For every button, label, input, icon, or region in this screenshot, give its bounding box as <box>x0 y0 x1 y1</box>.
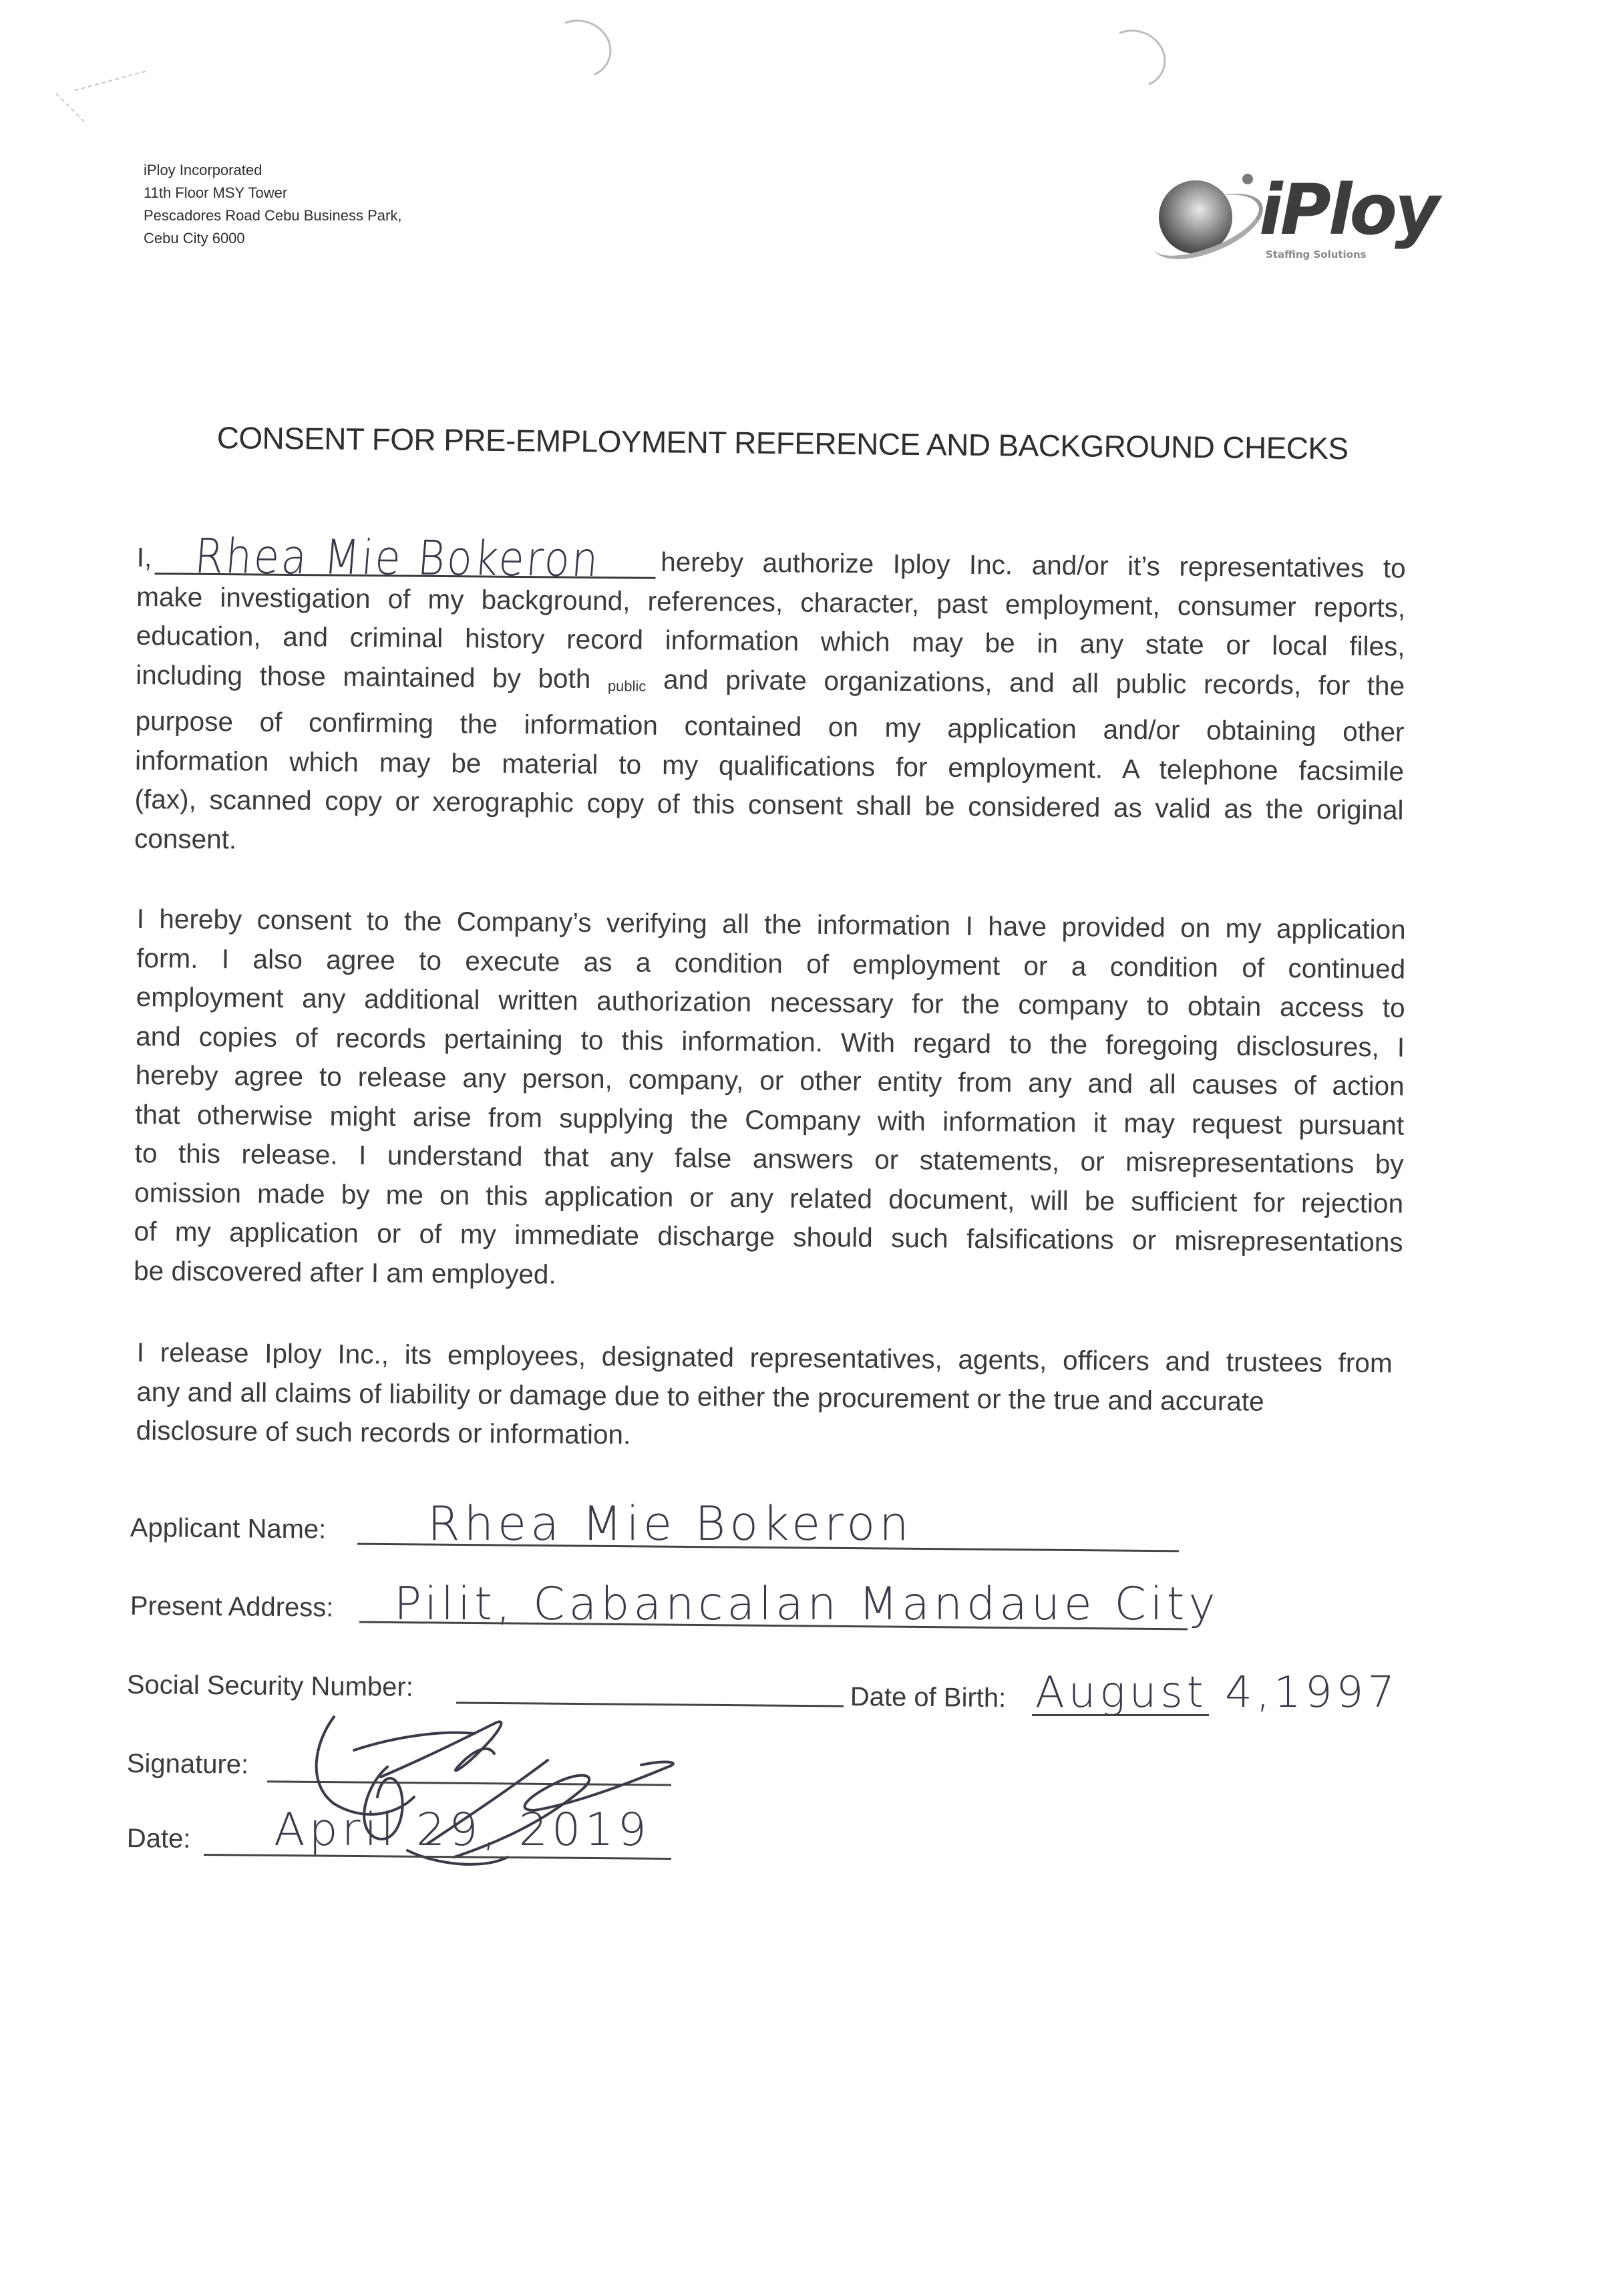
signature-field[interactable] <box>127 1749 249 1780</box>
address-line: iPloy Incorporated <box>144 162 262 178</box>
scan-mark <box>75 71 146 91</box>
paragraph-line: disclosure of such records or information. <box>136 1414 631 1450</box>
address-line: Pescadores Road Cebu Business Park, <box>144 207 402 224</box>
date-value[interactable]: April 29, 2019 <box>274 1804 651 1856</box>
paragraph-line: and copies of records pertaining to this information. With regard to the foregoing disclosures, I <box>136 1020 1405 1063</box>
iploy-logo <box>1149 167 1437 267</box>
line-text: including those maintained by both <box>136 659 591 694</box>
date-label: Date: <box>126 1824 191 1854</box>
line-text: and private organizations, and all public records, for the <box>663 663 1405 701</box>
scan-mark <box>1094 21 1174 97</box>
paragraph-line: information which may be material to my qualifications for employment. A telephone facsimile <box>134 744 1405 787</box>
document-title: CONSENT FOR PRE-EMPLOYMENT REFERENCE AND BACKGROUND CHECKS <box>216 420 1349 466</box>
paragraph-line: to this release. I understand that any false answers or statements, or misrepresentations by <box>134 1137 1404 1180</box>
logo-dot <box>1242 174 1253 184</box>
paragraph-line: that otherwise might arise from supplying the Company with information it may request pursuant <box>134 1098 1405 1141</box>
paragraph-line: make investigation of my background, references, character, past employment, consumer reports, <box>136 581 1406 623</box>
name-blank <box>154 528 655 588</box>
applicant-name-field[interactable] <box>130 1513 327 1545</box>
intro-text: I, <box>136 541 152 573</box>
logo-tagline: Staffing Solutions <box>1266 249 1367 261</box>
address-line: Cebu City 6000 <box>144 230 245 247</box>
applicant-name-value[interactable]: Rhea Mie Bokeron <box>427 1496 913 1551</box>
signature-label: Signature: <box>126 1749 249 1780</box>
paragraph-line: I release Iploy Inc., its employees, designated representatives, agents, officers and trustees from <box>136 1336 1393 1379</box>
paragraph-line <box>136 528 1406 588</box>
present-address-field[interactable] <box>130 1591 334 1623</box>
date-of-birth-field[interactable] <box>850 1682 1007 1713</box>
line-text: hereby authorize Iploy Inc. and/or it’s representatives to <box>661 546 1406 584</box>
applicant-name-label: Applicant Name: <box>130 1513 327 1544</box>
paragraph-line: (fax), scanned copy or xerographic copy of this consent shall be considered as valid as the original <box>134 783 1404 826</box>
scan-mark <box>55 93 85 122</box>
present-address-label: Present Address: <box>130 1591 334 1623</box>
address-line: 11th Floor MSY Tower <box>144 184 288 201</box>
date-of-birth-value[interactable]: August 4,1997 <box>1035 1668 1399 1717</box>
date-of-birth-label: Date of Birth: <box>850 1682 1007 1713</box>
small-word-public: public <box>607 677 647 695</box>
paragraph-line: consent. <box>134 822 237 854</box>
present-address-value[interactable]: Pilit, Cabancalan Mandaue City <box>394 1578 1220 1631</box>
logo-wordmark: iPloy <box>1259 169 1437 251</box>
ssn-label: Social Security Number: <box>126 1670 414 1702</box>
paragraph-line: purpose of confirming the information contained on my application and/or obtaining other <box>135 705 1405 748</box>
paragraph-consent <box>134 899 1406 1301</box>
paragraph-line: hereby agree to release any person, company, or other entity from any and all causes of action <box>135 1059 1405 1102</box>
paragraph-line: I hereby consent to the Company’s verifying all the information I have provided on my application <box>136 903 1406 945</box>
ssn-field[interactable] <box>127 1670 413 1703</box>
handwritten-name: Rhea Mie Bokeron <box>192 528 602 588</box>
paragraph-line: omission made by me on this application or any related document, will be sufficient for rejection <box>134 1176 1404 1219</box>
paragraph-line: of my application or of my immediate discharge should such falsifications or misrepresentations <box>134 1215 1403 1258</box>
paragraph-release <box>136 1333 1392 1461</box>
company-address <box>144 159 401 250</box>
paragraph-line: form. I also agree to execute as a condition of employment or a condition of continued <box>136 942 1406 985</box>
paragraph-line: employment any additional written authorization necessary for the company to obtain access to <box>136 981 1405 1023</box>
paragraph-authorization <box>134 528 1406 869</box>
scan-mark <box>540 11 620 87</box>
paragraph-line: be discovered after I am employed. <box>133 1255 556 1289</box>
paragraph-line: any and all claims of liability or damage due to either the procurement or the true and accurate <box>136 1375 1264 1417</box>
date-field[interactable] <box>127 1824 191 1854</box>
paragraph-line: education, and criminal history record information which may be in any state or local files, <box>136 619 1405 662</box>
